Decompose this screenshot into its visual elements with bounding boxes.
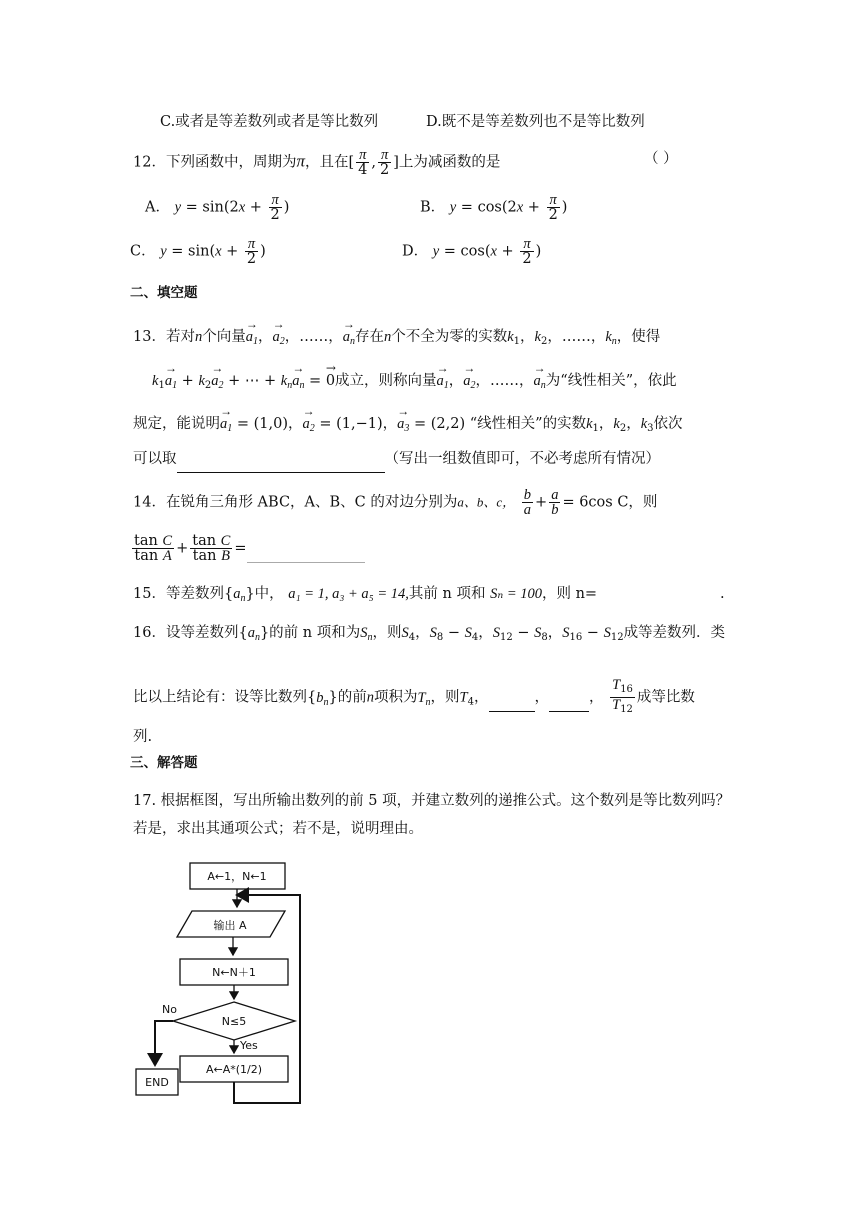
q14-line2: $\frac{\text{tan C}}{\text{tan A}}$ + $\frac{\text{tan C}}{\text{tan B}}$ = [130, 534, 365, 563]
q12-option-c: C． y = sin(x + $\frac{\pi}{2}$ ) [130, 236, 266, 267]
section-solution-heading: 三、解答题 [130, 755, 198, 771]
q12-answer-paren: （ ） [644, 151, 678, 167]
q16-line2: 比以上结论有：设等比数列$\{b_n\}$的前n项积为$T_n$，则$T_4$， ， ， $\frac{T_{16}}{T_{12}}$ 成等比数 [133, 677, 695, 715]
q12-stem: 12．下列函数中，周期为π，且在[ $\frac{\pi}{4}$ , $\frac{\pi}{2}$ ]上为减函数的是 [133, 147, 501, 178]
flow-condition-text: N≤5 [221, 1015, 247, 1028]
q12-option-a: A． y = sin(2x + $\frac{\pi}{2}$ ) [145, 192, 290, 223]
flowchart [130, 855, 310, 1110]
flow-end-text: END [145, 1076, 169, 1089]
q13-line1: 13．若对n个向量→ $a_1$，→ $a_2$，……，→ $a_n$存在n个不全为零的实数$k_1$，$k_2$，……，$k_n$，使得 [133, 322, 660, 353]
section-fill-in-heading: 二、填空题 [130, 285, 198, 301]
q15-line: 15．等差数列$\{a_n\}$中， a₁ = 1, a₃ + a₅ = 14,其前 n 项和 Sₙ = 100，则 n= [133, 586, 598, 604]
q13-line3: 规定，能说明→ $a_1 = (1,0)$，→ $a_2 = (1,-1)$，→ $a_3 = (2,2)$ “线性相关”的实数$k_1$，$k_2$，$k_3$依次 [133, 409, 683, 440]
q16-line3: 列. [133, 729, 153, 745]
q14-line1: 14．在锐角三角形 ABC，A、B、C 的对边分别为a、b、c， $\frac{b}{a}$ + $\frac{a}{b}$ = 6cos C，则 [133, 487, 658, 518]
q12-option-d: D． y = cos(x + $\frac{\pi}{2}$ ) [402, 236, 542, 267]
q16-line1: 16．设等差数列$\{a_n\}$的前 n 项和为$S_n$，则$S_4$，$S_8 - S_4$，$S_{12} - S_8$，$S_{16} - S_{12}$成等差数列．类 [133, 625, 726, 643]
q12-option-b: B． y = cos(2x + $\frac{\pi}{2}$ ) [420, 192, 568, 223]
flow-increment-text: N←N＋1 [212, 966, 256, 979]
q13-line4: 可以取 （写出一组数值即可，不必考虑所有情况） [133, 448, 660, 473]
q17-line1: 17. 根据框图，写出所输出数列的前 5 项，并建立数列的递推公式。这个数列是等比数列吗？ [133, 793, 731, 809]
q14-answer-blank[interactable] [247, 540, 365, 563]
flow-output-text: 输出 A [213, 919, 247, 932]
q16-blank-1[interactable] [489, 689, 535, 712]
flow-no-label: No [162, 1003, 177, 1016]
q16-blank-2[interactable] [549, 689, 589, 712]
flow-yes-label: Yes [240, 1039, 258, 1052]
flow-init-text: A←1，N←1 [207, 870, 267, 883]
q15-end-period: . [720, 586, 725, 602]
flow-arrow-no [155, 1021, 173, 1065]
q13-line2: $k_1\to a_1 + k_2\to a_2$ + ⋯ + $k_n\to a_n$ = → 0成立，则称向量→ $a_1$，→ $a_2$，……，→ $a_n$为“线性相关”，依此 [152, 366, 677, 397]
q11-option-d: D.既不是等差数列也不是等比数列 [426, 114, 645, 130]
q17-line2: 若是，求出其通项公式；若不是，说明理由。 [133, 821, 423, 837]
q11-option-c: C.或者是等差数列或者是等比数列 [160, 114, 379, 130]
flow-update-text: A←A*(1/2) [205, 1063, 263, 1076]
q13-answer-blank[interactable] [177, 450, 385, 473]
